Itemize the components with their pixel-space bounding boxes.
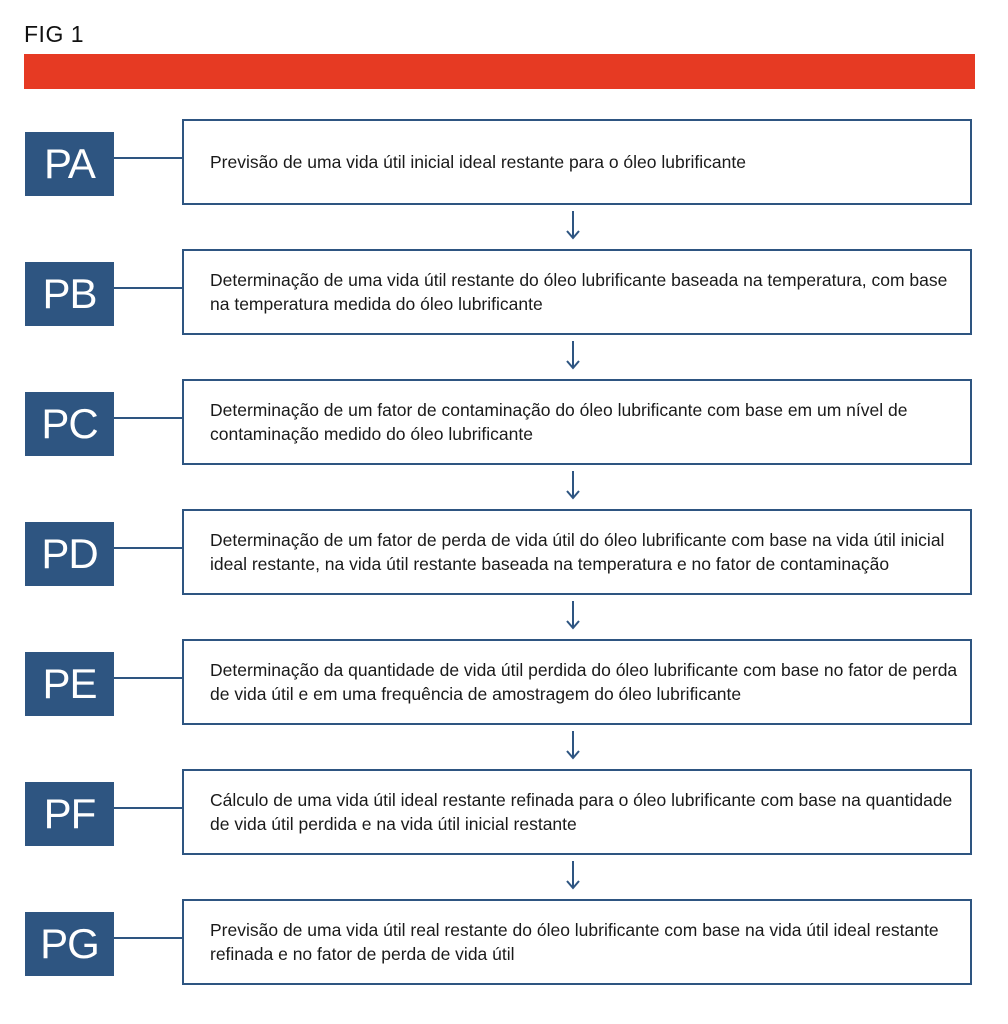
step-box-pf — [182, 769, 972, 855]
step-label-pd: PD — [25, 522, 114, 586]
figure-title: FIG 1 — [24, 21, 85, 47]
step-text-pb: Determinação de uma vida útil restante do óleo lubrificante baseada na temperatura, com base na temperatura medida do óleo lubrificante — [210, 270, 948, 314]
step-pe — [0, 639, 1008, 729]
connector-line-pg — [114, 937, 183, 939]
step-pf — [0, 769, 1008, 859]
flow-arrow-pd-pe — [565, 601, 581, 631]
step-box-pc — [182, 379, 972, 465]
step-text-pd: Determinação de um fator de perda de vida útil do óleo lubrificante com base na vida útil inicial ideal restante, na vida útil restante baseada na temperatura e no fator de contaminação — [210, 530, 945, 574]
connector-line-pb — [114, 287, 183, 289]
step-label-pa: PA — [25, 132, 114, 196]
step-box-pb — [182, 249, 972, 335]
step-label-pf: PF — [25, 782, 114, 846]
step-pb — [0, 249, 1008, 339]
header-accent-bar — [24, 54, 975, 89]
step-text-pa: Previsão de uma vida útil inicial ideal restante para o óleo lubrificante — [210, 152, 746, 172]
step-box-pg — [182, 899, 972, 985]
step-pc — [0, 379, 1008, 469]
flow-arrow-pf-pg — [565, 861, 581, 891]
step-text-pc: Determinação de um fator de contaminação do óleo lubrificante com base em um nível de contaminação medido do óleo lubrificante — [210, 400, 908, 444]
step-box-pa — [182, 119, 972, 205]
connector-line-pe — [114, 677, 183, 679]
step-text-pe: Determinação da quantidade de vida útil perdida do óleo lubrificante com base no fator de perda de vida útil e em uma frequência de amostragem do óleo lubrificante — [210, 660, 958, 704]
step-label-pc: PC — [25, 392, 114, 456]
connector-line-pf — [114, 807, 183, 809]
step-label-pe: PE — [25, 652, 114, 716]
step-label-pb: PB — [25, 262, 114, 326]
step-label-pg: PG — [25, 912, 114, 976]
step-box-pd — [182, 509, 972, 595]
step-pd — [0, 509, 1008, 599]
flow-arrow-pa-pb — [565, 211, 581, 241]
connector-line-pc — [114, 417, 183, 419]
flow-arrow-pc-pd — [565, 471, 581, 501]
step-box-pe — [182, 639, 972, 725]
step-text-pg: Previsão de uma vida útil real restante do óleo lubrificante com base na vida útil ideal restante refinada e no fator de perda de vida útil — [210, 920, 939, 964]
step-pa — [0, 119, 1008, 209]
flow-arrow-pe-pf — [565, 731, 581, 761]
step-text-pf: Cálculo de uma vida útil ideal restante refinada para o óleo lubrificante com base na quantidade de vida útil perdida e na vida útil inicial restante — [210, 790, 953, 834]
step-pg — [0, 899, 1008, 989]
connector-line-pa — [114, 157, 183, 159]
connector-line-pd — [114, 547, 183, 549]
flow-arrow-pb-pc — [565, 341, 581, 371]
